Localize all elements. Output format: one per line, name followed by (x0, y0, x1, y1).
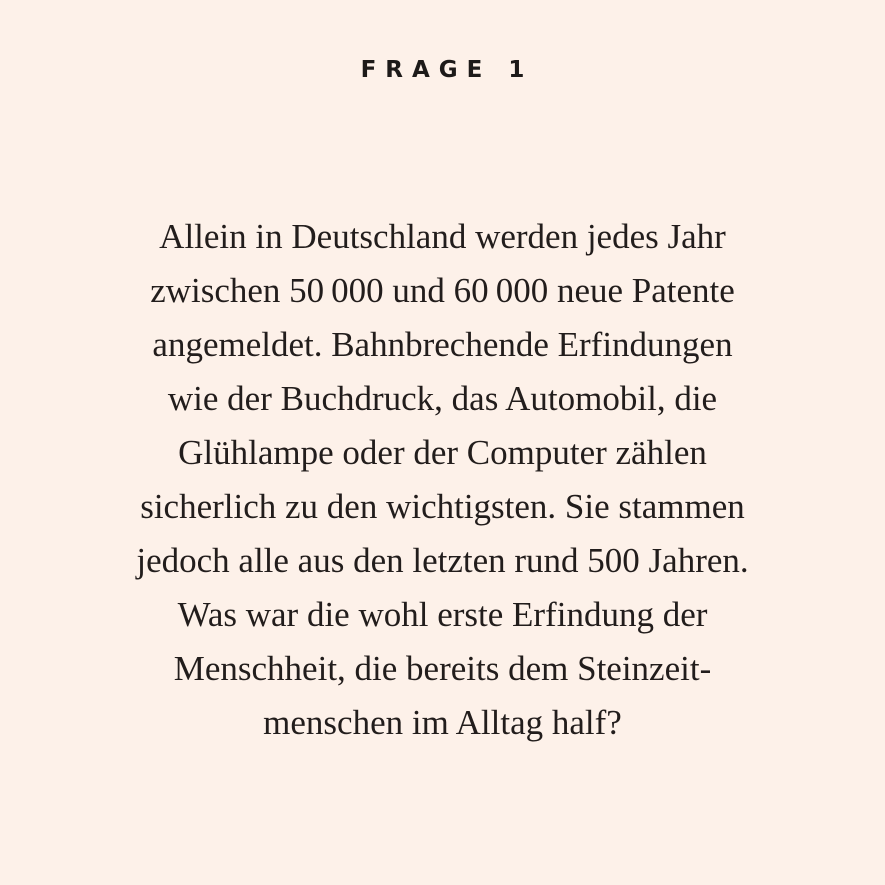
text-line: sicherlich zu den wichtigsten. Sie stammen (140, 487, 745, 526)
question-label: FRAGE 1 (360, 57, 534, 83)
question-text (40, 210, 845, 750)
text-line: angemeldet. Bahnbrechende Erfindungen (152, 325, 733, 364)
text-line: menschen im Alltag half? (263, 703, 622, 742)
text-line: Was war die wohl erste Erfindung der (177, 595, 708, 634)
text-line: wie der Buchdruck, das Automobil, die (167, 379, 718, 418)
text-line: Glühlampe oder der Computer zählen (178, 433, 707, 472)
text-line: Allein in Deutschland werden jedes Jahr (159, 217, 726, 256)
text-line: Menschheit, die bereits dem Steinzeit- (173, 649, 712, 688)
text-line: jedoch alle aus den letzten rund 500 Jahren. (136, 541, 749, 580)
text-line: zwischen 50 000 und 60 000 neue Patente (150, 271, 735, 310)
